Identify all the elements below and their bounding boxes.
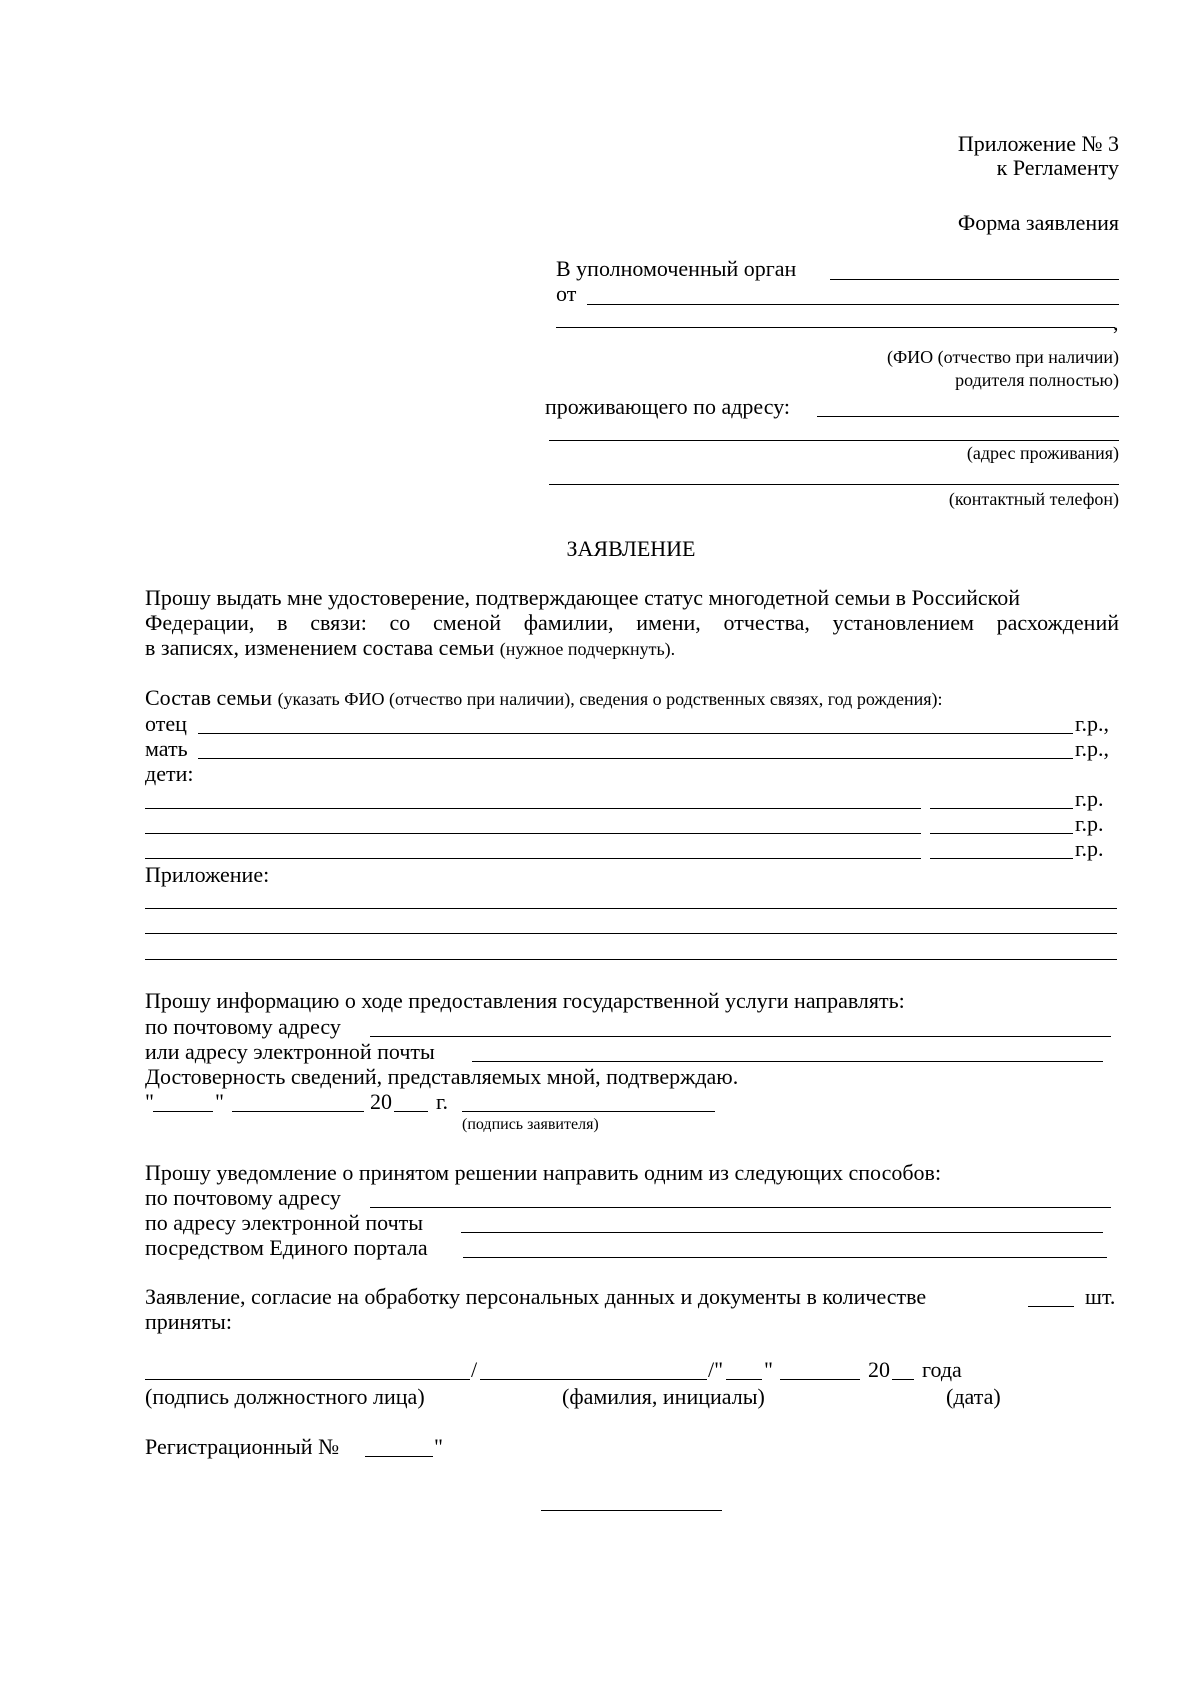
children-label: дети: (145, 761, 194, 786)
info-postal-field[interactable] (370, 1036, 1111, 1037)
info-postal-label: по почтовому адресу (145, 1014, 341, 1039)
attachment-field-3[interactable] (145, 959, 1117, 960)
request-line-2: Федерации, в связи: со сменой фамилии, имени, отчества, установлением расхождений (145, 610, 1119, 635)
child-2-year-field[interactable] (930, 833, 1073, 834)
child-1-name-field[interactable] (145, 808, 921, 809)
address-label: проживающего по адресу: (545, 394, 791, 419)
child-1-year: г.р. (1075, 786, 1104, 811)
address-hint: (адрес проживания) (966, 443, 1119, 463)
mother-year: г.р., (1075, 736, 1110, 761)
address-field[interactable] (817, 416, 1119, 417)
fio-hint-2: родителя полностью) (955, 370, 1119, 390)
appendix-number: Приложение № 3 (957, 131, 1119, 156)
family-label: Состав семьи (145, 685, 273, 710)
notify-postal-field[interactable] (370, 1207, 1111, 1208)
registration-quote: " (434, 1434, 443, 1459)
request-line-1: Прошу выдать мне удостоверение, подтверждающее статус многодетной семьи в Российской (145, 585, 1020, 610)
accept-day-field[interactable] (726, 1379, 762, 1380)
attachment-field-2[interactable] (145, 933, 1117, 934)
date-quote-open: " (145, 1089, 154, 1114)
slash-quote: /" (708, 1357, 724, 1382)
pieces-label: шт. (1085, 1284, 1116, 1309)
notify-email-label: по адресу электронной почты (145, 1210, 424, 1235)
acceptance-line-2: приняты: (145, 1309, 232, 1334)
accept-year-field[interactable] (892, 1379, 914, 1380)
child-2-year: г.р. (1075, 811, 1104, 836)
family-hint: (указать ФИО (отчество при наличии), сведения о родственных связях, год рождения): (277, 689, 943, 709)
notify-email-field[interactable] (461, 1232, 1103, 1233)
confirm-statement: Достоверность сведений, представляемых мной, подтверждаю. (145, 1064, 739, 1089)
official-name-field[interactable] (480, 1379, 707, 1380)
child-3-year-field[interactable] (930, 858, 1073, 859)
regulation-ref: к Регламенту (996, 155, 1119, 180)
father-field[interactable] (198, 733, 1073, 734)
child-3-name-field[interactable] (145, 858, 921, 859)
applicant-signature-field[interactable] (462, 1111, 715, 1112)
notify-intro: Прошу уведомление о принятом решении направить одним из следующих способов: (145, 1160, 942, 1185)
hint-official-name: (фамилия, инициалы) (562, 1384, 765, 1409)
address-field-line2[interactable] (549, 440, 1119, 441)
closing-separator (541, 1510, 722, 1511)
mother-field[interactable] (198, 758, 1073, 759)
document-title: ЗАЯВЛЕНИЕ (566, 536, 696, 561)
to-label: В уполномоченный орган (556, 256, 797, 281)
child-3-year: г.р. (1075, 836, 1104, 861)
attachment-label: Приложение: (145, 862, 270, 887)
from-label: от (556, 281, 577, 306)
notify-portal-label: посредством Единого портала (145, 1235, 428, 1260)
mother-label: мать (145, 736, 188, 761)
date-day-field[interactable] (153, 1111, 213, 1112)
form-type: Форма заявления (957, 210, 1119, 235)
fio-hint-1: (ФИО (отчество при наличии) (886, 347, 1119, 367)
phone-hint: (контактный телефон) (948, 489, 1119, 509)
request-line-3-main: в записях, изменением состава семьи (145, 635, 495, 660)
date-month-field[interactable] (232, 1111, 364, 1112)
date-year-field[interactable] (394, 1111, 428, 1112)
accept-year-prefix: 20 (868, 1357, 890, 1382)
child-2-name-field[interactable] (145, 833, 921, 834)
date-year-prefix: 20 (370, 1089, 392, 1114)
info-intro: Прошу информацию о ходе предоставления государственной услуги направлять: (145, 988, 905, 1013)
authority-field[interactable] (830, 279, 1119, 280)
notify-postal-label: по почтовому адресу (145, 1185, 341, 1210)
date-year-suffix: г. (436, 1089, 449, 1114)
date-quote-close: " (215, 1089, 224, 1114)
accept-year-word: года (922, 1357, 962, 1382)
family-label-line (145, 687, 943, 709)
from-field[interactable] (587, 304, 1119, 305)
request-line-3 (145, 637, 675, 659)
accept-month-field[interactable] (780, 1379, 860, 1380)
pieces-count-field[interactable] (1028, 1306, 1074, 1307)
slash-1: / (471, 1357, 478, 1382)
notify-portal-field[interactable] (463, 1257, 1107, 1258)
from-field-line2[interactable] (556, 327, 1115, 328)
phone-field[interactable] (549, 484, 1119, 485)
father-year: г.р., (1075, 711, 1110, 736)
accept-quote-close: " (764, 1357, 773, 1382)
info-email-field[interactable] (472, 1061, 1103, 1062)
comma: , (1113, 310, 1119, 335)
signature-hint: (подпись заявителя) (462, 1116, 599, 1133)
info-email-label: или адресу электронной почты (145, 1039, 435, 1064)
request-line-3-note: (нужное подчеркнуть). (499, 639, 676, 659)
attachment-field-1[interactable] (145, 908, 1117, 909)
registration-label: Регистрационный № (145, 1434, 340, 1459)
father-label: отец (145, 711, 187, 736)
child-1-year-field[interactable] (930, 808, 1073, 809)
registration-number-field[interactable] (365, 1456, 433, 1457)
official-signature-field[interactable] (145, 1379, 470, 1380)
hint-official-signature: (подпись должностного лица) (145, 1384, 425, 1409)
acceptance-line-1: Заявление, согласие на обработку персональных данных и документы в количестве (145, 1284, 927, 1309)
hint-date: (дата) (946, 1384, 1001, 1409)
